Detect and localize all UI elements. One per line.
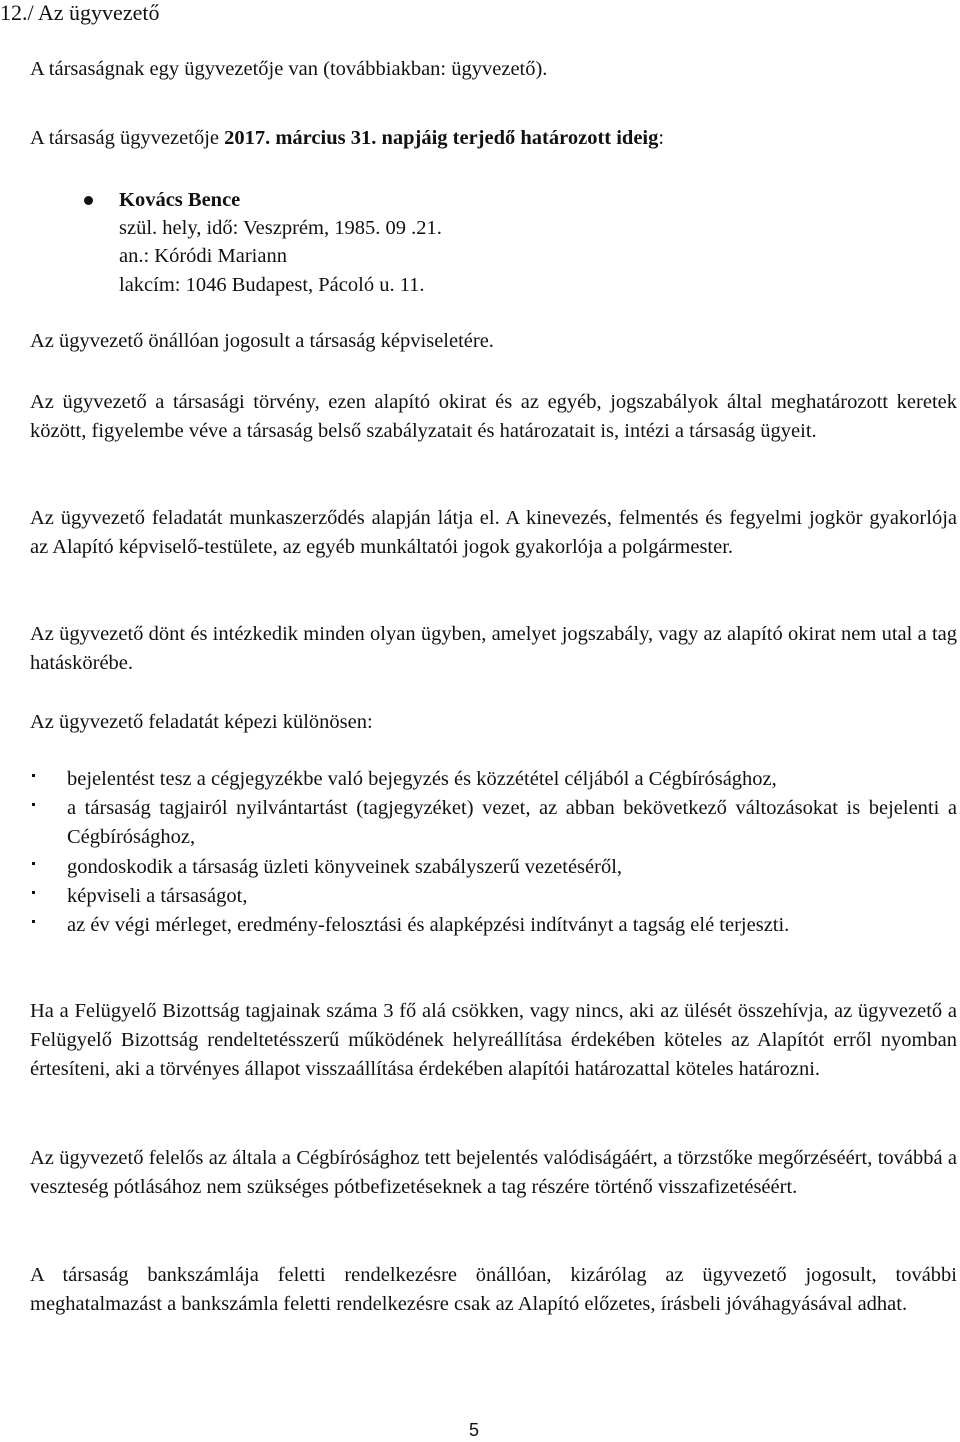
term-prefix: A társaság ügyvezetője — [30, 127, 225, 149]
list-item: az év végi mérleget, eredmény-felosztási és alapképzési indítványt a tagság elé terjeszti. — [67, 914, 790, 936]
decisions-paragraph: Az ügyvezető dönt és intézkedik minden olyan ügyben, amelyet jogszabály, vagy az alapító okirat nem utal a tag hatáskörébe. — [30, 623, 957, 674]
list-item: képviseli a társaságot, — [67, 885, 248, 907]
section-heading: 12./ Az ügyvezető — [0, 0, 160, 25]
list-item: a társaság tagjairól nyilvántartást (tagjegyzéket) vezet, az abban bekövetkező változásokat is bejelenti a Cégbírósághoz, — [67, 797, 957, 848]
officer-name: Kovács Bence — [119, 189, 241, 211]
bullet-icon — [32, 862, 35, 865]
term-date: 2017. március 31. napjáig terjedő határozott ideig — [224, 127, 659, 149]
officer-address: lakcím: 1046 Budapest, Pácoló u. 11. — [119, 274, 425, 296]
officer-mother: an.: Kóródi Mariann — [119, 245, 287, 267]
term-sentence — [30, 125, 664, 151]
representation-paragraph: Az ügyvezető önállóan jogosult a társaság képviseletére. — [30, 330, 494, 352]
bullet-icon — [32, 920, 35, 923]
intro-sentence: A társaságnak egy ügyvezetője van (továbbiakban: ügyvezető). — [30, 58, 548, 80]
term-suffix: : — [658, 127, 665, 149]
officer-birth: szül. hely, idő: Veszprém, 1985. 09 .21. — [119, 217, 442, 239]
employment-paragraph: Az ügyvezető feladatát munkaszerződés alapján látja el. A kinevezés, felmentés és fegyelmi jogkör gyakorlója az Alapító képviselő-testülete, az egyéb munkáltatói jogok gyakorlója a polgármester. — [30, 507, 957, 558]
bullet-icon — [32, 774, 35, 777]
list-item: gondoskodik a társaság üzleti könyveinek szabályszerű vezetéséről, — [67, 856, 623, 878]
liability-paragraph: Az ügyvezető felelős az általa a Cégbírósághoz tett bejelentés valódiságáért, a törzstőke megőrzéséért, továbbá a veszteség pótlásához nem szükséges pótbefizetéseknek a tag részére történő visszafizetéséért. — [30, 1147, 957, 1198]
duties-intro: Az ügyvezető feladatát képezi különösen: — [30, 711, 373, 733]
page-number: 5 — [469, 1420, 480, 1440]
bullet-icon — [84, 196, 93, 205]
bullet-icon — [32, 891, 35, 894]
list-item: bejelentést tesz a cégjegyzékbe való bejegyzés és közzététel céljából a Cégbírósághoz, — [67, 768, 777, 790]
bullet-icon — [32, 803, 35, 806]
bank-account-paragraph: A társaság bankszámlája feletti rendelkezésre önállóan, kizárólag az ügyvezető jogosult, további meghatalmazást a bankszámla feletti rendelkezésre csak az Alapító előzetes, írásbeli jóváhagyásával adhat. — [30, 1264, 957, 1315]
supervisory-paragraph: Ha a Felügyelő Bizottság tagjainak száma 3 fő alá csökken, vagy nincs, aki az ülését összehívja, az ügyvezető a Felügyelő Bizottság rendeltetésszerű működének helyreállítása érdekében köteles az Alapítót erről nyomban értesíteni, aki a törvényes állapot visszaállítása érdekében alapítói határozattal köteles határozni. — [30, 1000, 957, 1080]
management-paragraph: Az ügyvezető a társasági törvény, ezen alapító okirat és az egyéb, jogszabályok által meghatározott keretek között, figyelembe véve a társaság belső szabályzatait és határozatait is, intézi a társaság ügyeit. — [30, 391, 957, 442]
